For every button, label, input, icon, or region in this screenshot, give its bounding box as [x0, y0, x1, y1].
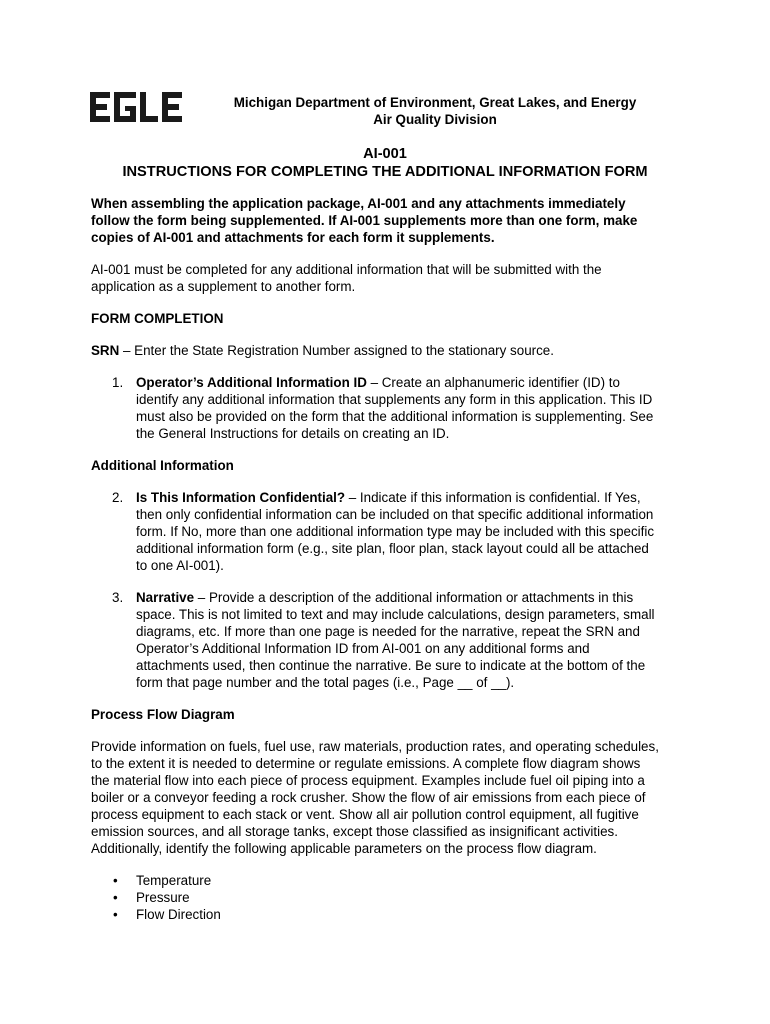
additional-information-heading: Additional Information	[91, 458, 234, 473]
agency-name: Michigan Department of Environment, Great Lakes, and Energy	[233, 95, 637, 110]
item-line: form that page number and the total pages (i.e., Page __ of __).	[136, 675, 515, 690]
parameter-label: Flow Direction	[136, 907, 221, 922]
item-line: Operator’s Additional Information ID from AI-001 on any additional forms and	[136, 641, 590, 656]
form-title-block	[60, 145, 710, 181]
item-line: the General Instructions for details on creating an ID.	[136, 426, 450, 441]
item-line: to one AI-001).	[136, 558, 224, 573]
parameter-label: Pressure	[136, 890, 190, 905]
process-flow-line: boiler or a conveyor feeding a rock crusher. Show the flow of air emissions from each piece of	[91, 790, 646, 805]
assembly-line: When assembling the application package, AI-001 and any attachments immediately	[91, 196, 626, 211]
srn-instruction	[91, 342, 691, 359]
item-first-line	[136, 589, 691, 606]
assembly-line: follow the form being supplemented. If AI-001 supplements more than one form, make	[91, 213, 638, 228]
form-completion-heading: FORM COMPLETION	[91, 311, 224, 326]
intro-line: application as a supplement to another form.	[91, 279, 356, 294]
item-text: – Create an alphanumeric identifier (ID) to	[366, 375, 620, 390]
process-flow-line: the material flow into each piece of process equipment. Examples include fuel oil piping into a	[91, 773, 645, 788]
bullet-icon: •	[113, 873, 118, 888]
item-number: 1.	[112, 375, 124, 390]
assembly-instructions	[91, 195, 691, 246]
item-line: space. This is not limited to text and may include calculations, design parameters, small	[136, 607, 655, 622]
additional-information-list	[91, 489, 691, 691]
division-name: Air Quality Division	[373, 112, 497, 127]
item-first-line	[136, 489, 691, 506]
process-flow-line: to the extent it is needed to determine or regulate emissions. A complete flow diagram shows	[91, 756, 641, 771]
process-flow-line: Provide information on fuels, fuel use, raw materials, production rates, and operating schedules,	[91, 739, 659, 754]
item-line: then only confidential information can be included on that specific additional information	[136, 507, 654, 522]
list-item-narrative	[91, 589, 691, 691]
srn-label: SRN	[91, 343, 120, 358]
document-body	[91, 195, 691, 923]
srn-text: – Enter the State Registration Number assigned to the stationary source.	[119, 343, 554, 358]
intro-line: AI-001 must be completed for any additional information that will be submitted with the	[91, 262, 602, 277]
item-line: form. If No, more than one additional information type may be included with this specific	[136, 524, 655, 539]
item-label: Narrative	[136, 590, 195, 605]
list-item-operator-id	[91, 374, 691, 442]
form-id: AI-001	[363, 146, 407, 162]
bullet-icon: •	[113, 907, 118, 922]
agency-header	[200, 94, 670, 128]
bullet-icon: •	[113, 890, 118, 905]
item-line: additional information form (e.g., site plan, floor plan, stack layout could all be attached	[136, 541, 649, 556]
item-label: Is This Information Confidential?	[136, 490, 346, 505]
list-item-confidential	[91, 489, 691, 574]
item-label: Operator’s Additional Information ID	[136, 375, 367, 390]
process-flow-paragraph	[91, 738, 691, 857]
parameter-list	[91, 872, 691, 923]
intro-paragraph	[91, 261, 691, 295]
process-flow-line: emission sources, and all storage tanks, except those classified as insignificant activities.	[91, 824, 618, 839]
item-line: must also be provided on the form that the additional information is supplementing. See	[136, 409, 654, 424]
list-item	[91, 906, 691, 923]
item-text: – Provide a description of the additional information or attachments in this	[194, 590, 634, 605]
process-flow-line: Additionally, identify the following applicable parameters on the process flow diagram.	[91, 841, 597, 856]
list-item	[91, 872, 691, 889]
process-flow-line: process equipment to each stack or vent. Show all air pollution control equipment, all fugitive	[91, 807, 639, 822]
item-number: 2.	[112, 490, 124, 505]
item-line: attachments used, then continue the narrative. Be sure to indicate at the bottom of the	[136, 658, 646, 673]
egle-logo	[90, 92, 182, 122]
process-flow-heading: Process Flow Diagram	[91, 707, 235, 722]
item-text: – Indicate if this information is confidential. If Yes,	[345, 490, 641, 505]
assembly-line: copies of AI-001 and attachments for each form it supplements.	[91, 230, 495, 245]
item-line: identify any additional information that supplements any form in this application. This ID	[136, 392, 653, 407]
form-heading: INSTRUCTIONS FOR COMPLETING THE ADDITIONAL INFORMATION FORM	[122, 164, 648, 180]
item-line: diagrams, etc. If more than one page is needed for the narrative, repeat the SRN and	[136, 624, 640, 639]
item-first-line	[136, 374, 691, 391]
item-number: 3.	[112, 590, 124, 605]
form-completion-list	[91, 374, 691, 442]
list-item	[91, 889, 691, 906]
parameter-label: Temperature	[136, 873, 212, 888]
